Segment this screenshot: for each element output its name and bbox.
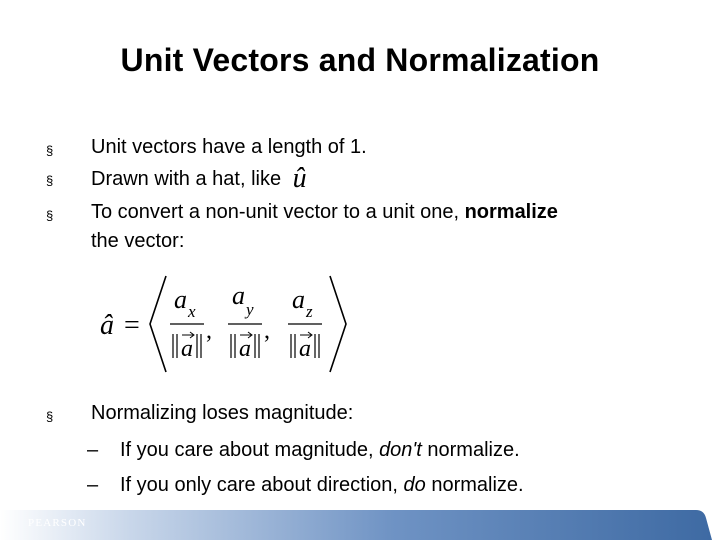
formula-equals: =	[124, 310, 140, 341]
subscript-y: y	[246, 300, 254, 319]
denominator-a: a	[181, 336, 193, 362]
footer-bar	[0, 504, 720, 540]
bullet-unit-length: Unit vectors have a length of 1.	[91, 136, 367, 158]
subbullet-direction-post: normalize.	[431, 474, 524, 496]
subscript-z: z	[306, 302, 313, 321]
normalization-formula	[96, 272, 356, 376]
bullet-normalize-text: To convert a non-unit vector to a unit one,	[91, 201, 459, 223]
subscript-x: x	[188, 302, 196, 321]
slide-title: Unit Vectors and Normalization	[120, 42, 600, 78]
subbullet-magnitude	[120, 438, 520, 462]
subbullet-magnitude-italic: don't	[379, 439, 422, 461]
denominator-a: a	[299, 336, 311, 362]
subbullet-magnitude-pre: If you care about magnitude,	[120, 439, 374, 461]
numerator-a: a	[232, 281, 245, 310]
bullet-marker: §	[46, 208, 54, 223]
subbullet-direction-pre: If you only care about direction,	[120, 474, 398, 496]
bullet-marker: §	[46, 173, 54, 188]
normalize-keyword: normalize	[464, 201, 558, 223]
comma: ,	[264, 318, 270, 344]
left-angle-bracket	[150, 276, 166, 372]
bullet-hat-notation	[91, 163, 307, 194]
subbullet-marker: –	[87, 474, 99, 496]
footer-gradient	[0, 510, 712, 540]
subbullet-magnitude-post: normalize.	[427, 439, 520, 461]
comma: ,	[206, 318, 212, 344]
bullet-loses-magnitude: Normalizing loses magnitude:	[91, 402, 354, 424]
formula-lhs: â	[100, 310, 114, 341]
u-hat-symbol: û	[292, 163, 307, 194]
right-angle-bracket	[330, 276, 346, 372]
bullet-marker: §	[46, 143, 54, 158]
subbullet-direction-italic: do	[403, 474, 426, 496]
bullet-normalize-line2: the vector:	[91, 230, 185, 252]
bullet-normalize	[91, 200, 558, 224]
subbullet-marker: –	[87, 439, 99, 461]
subbullet-direction	[120, 473, 524, 497]
pearson-logo: PEARSON	[28, 517, 87, 529]
denominator-a: a	[239, 336, 251, 362]
bullet-hat-text: Drawn with a hat, like	[91, 168, 282, 190]
numerator-a: a	[292, 285, 305, 314]
bullet-marker: §	[46, 409, 54, 424]
numerator-a: a	[174, 285, 187, 314]
